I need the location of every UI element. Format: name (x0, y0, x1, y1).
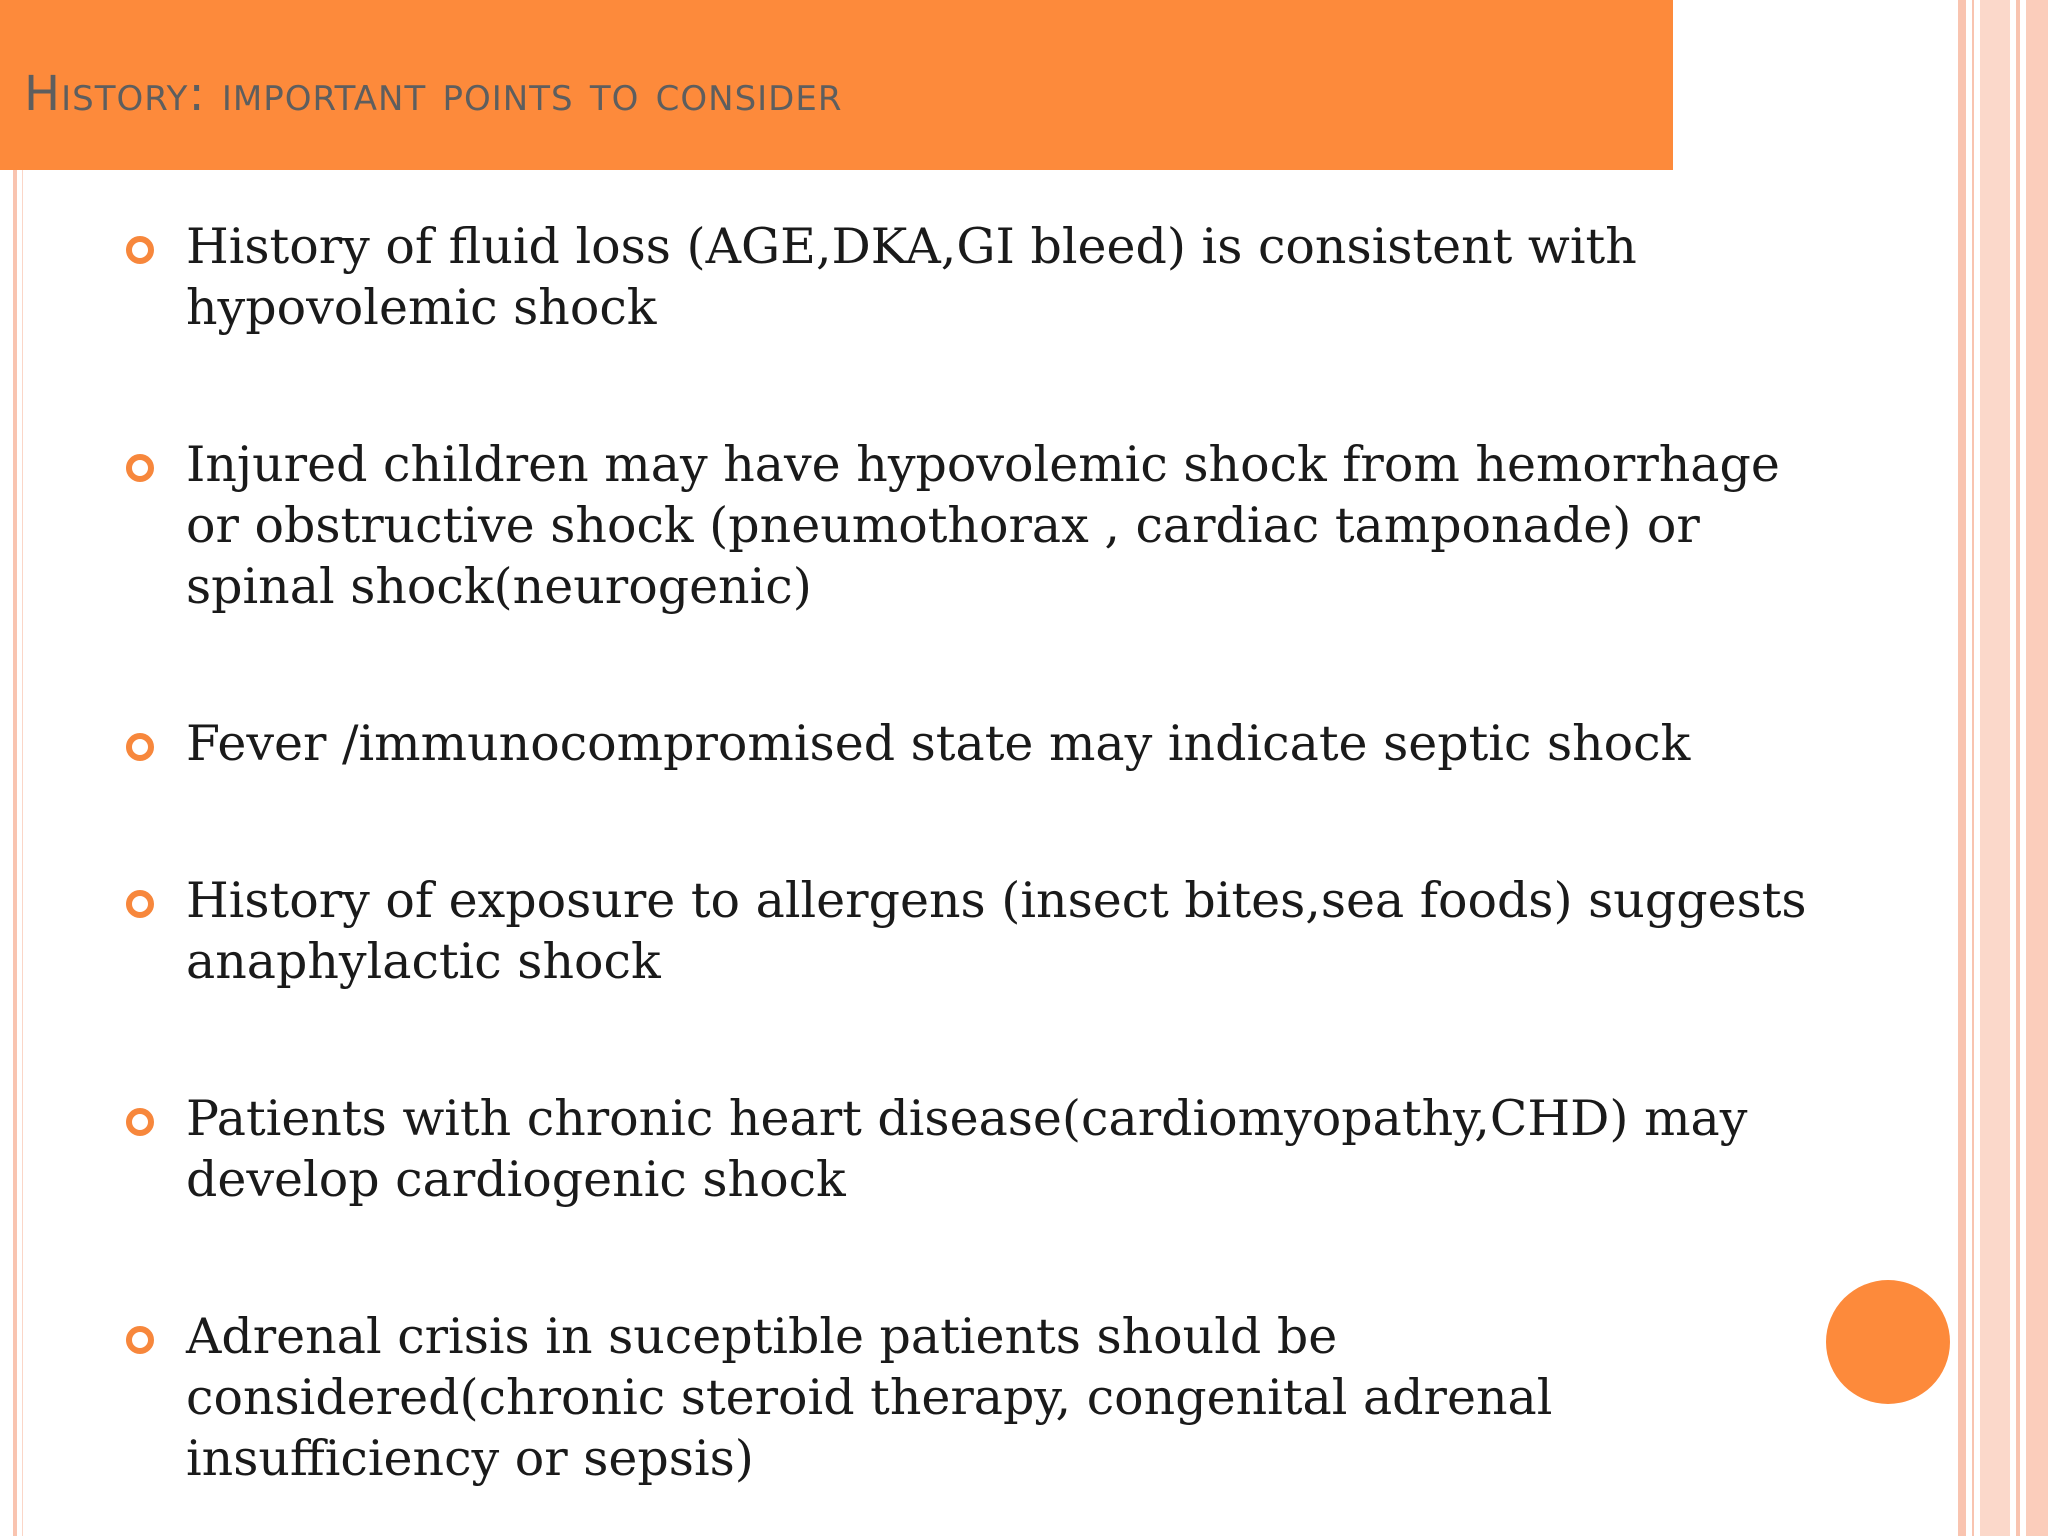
ring-bullet-icon (126, 733, 154, 761)
bullet-text: Fever /immunocompromised state may indicate septic shock (186, 715, 1691, 772)
bullet-text: Patients with chronic heart disease(cardiomyopathy,CHD) may develop cardiogenic shock (186, 1090, 1748, 1208)
bullet-item (126, 713, 1826, 774)
bullet-text: History of exposure to allergens (insect bites,sea foods) suggests anaphylactic shock (186, 872, 1807, 990)
bullet-list (126, 216, 1826, 1536)
ring-bullet-icon (126, 1108, 154, 1136)
bullet-item (126, 870, 1826, 992)
right-pinstripe (2026, 0, 2048, 1536)
ring-bullet-icon (126, 1326, 154, 1354)
ring-bullet-icon (126, 236, 154, 264)
decorative-circle (1826, 1280, 1950, 1404)
slide-title: History: important points to consider (24, 66, 843, 122)
bullet-text: History of fluid loss (AGE,DKA,GI bleed) is consistent with hypovolemic shock (186, 218, 1637, 336)
bullet-item (126, 1306, 1826, 1489)
bullet-text: Adrenal crisis in suceptible patients should be considered(chronic steroid therapy, congenital adrenal insufficiency or sepsis) (186, 1308, 1553, 1487)
bullet-item (126, 216, 1826, 338)
right-pinstripe (1980, 0, 2010, 1536)
bullet-text: Injured children may have hypovolemic shock from hemorrhage or obstructive shock (pneumothorax , cardiac tamponade) or spinal shock(neurogenic) (186, 436, 1780, 615)
ring-bullet-icon (126, 454, 154, 482)
left-pinstripe-thin (22, 170, 23, 1536)
bullet-item (126, 434, 1826, 617)
right-pinstripe (2016, 0, 2020, 1536)
ring-bullet-icon (126, 890, 154, 918)
left-pinstripe (13, 170, 17, 1536)
bullet-item (126, 1088, 1826, 1210)
right-pinstripe (1958, 0, 1966, 1536)
right-pinstripe (1972, 0, 1974, 1536)
